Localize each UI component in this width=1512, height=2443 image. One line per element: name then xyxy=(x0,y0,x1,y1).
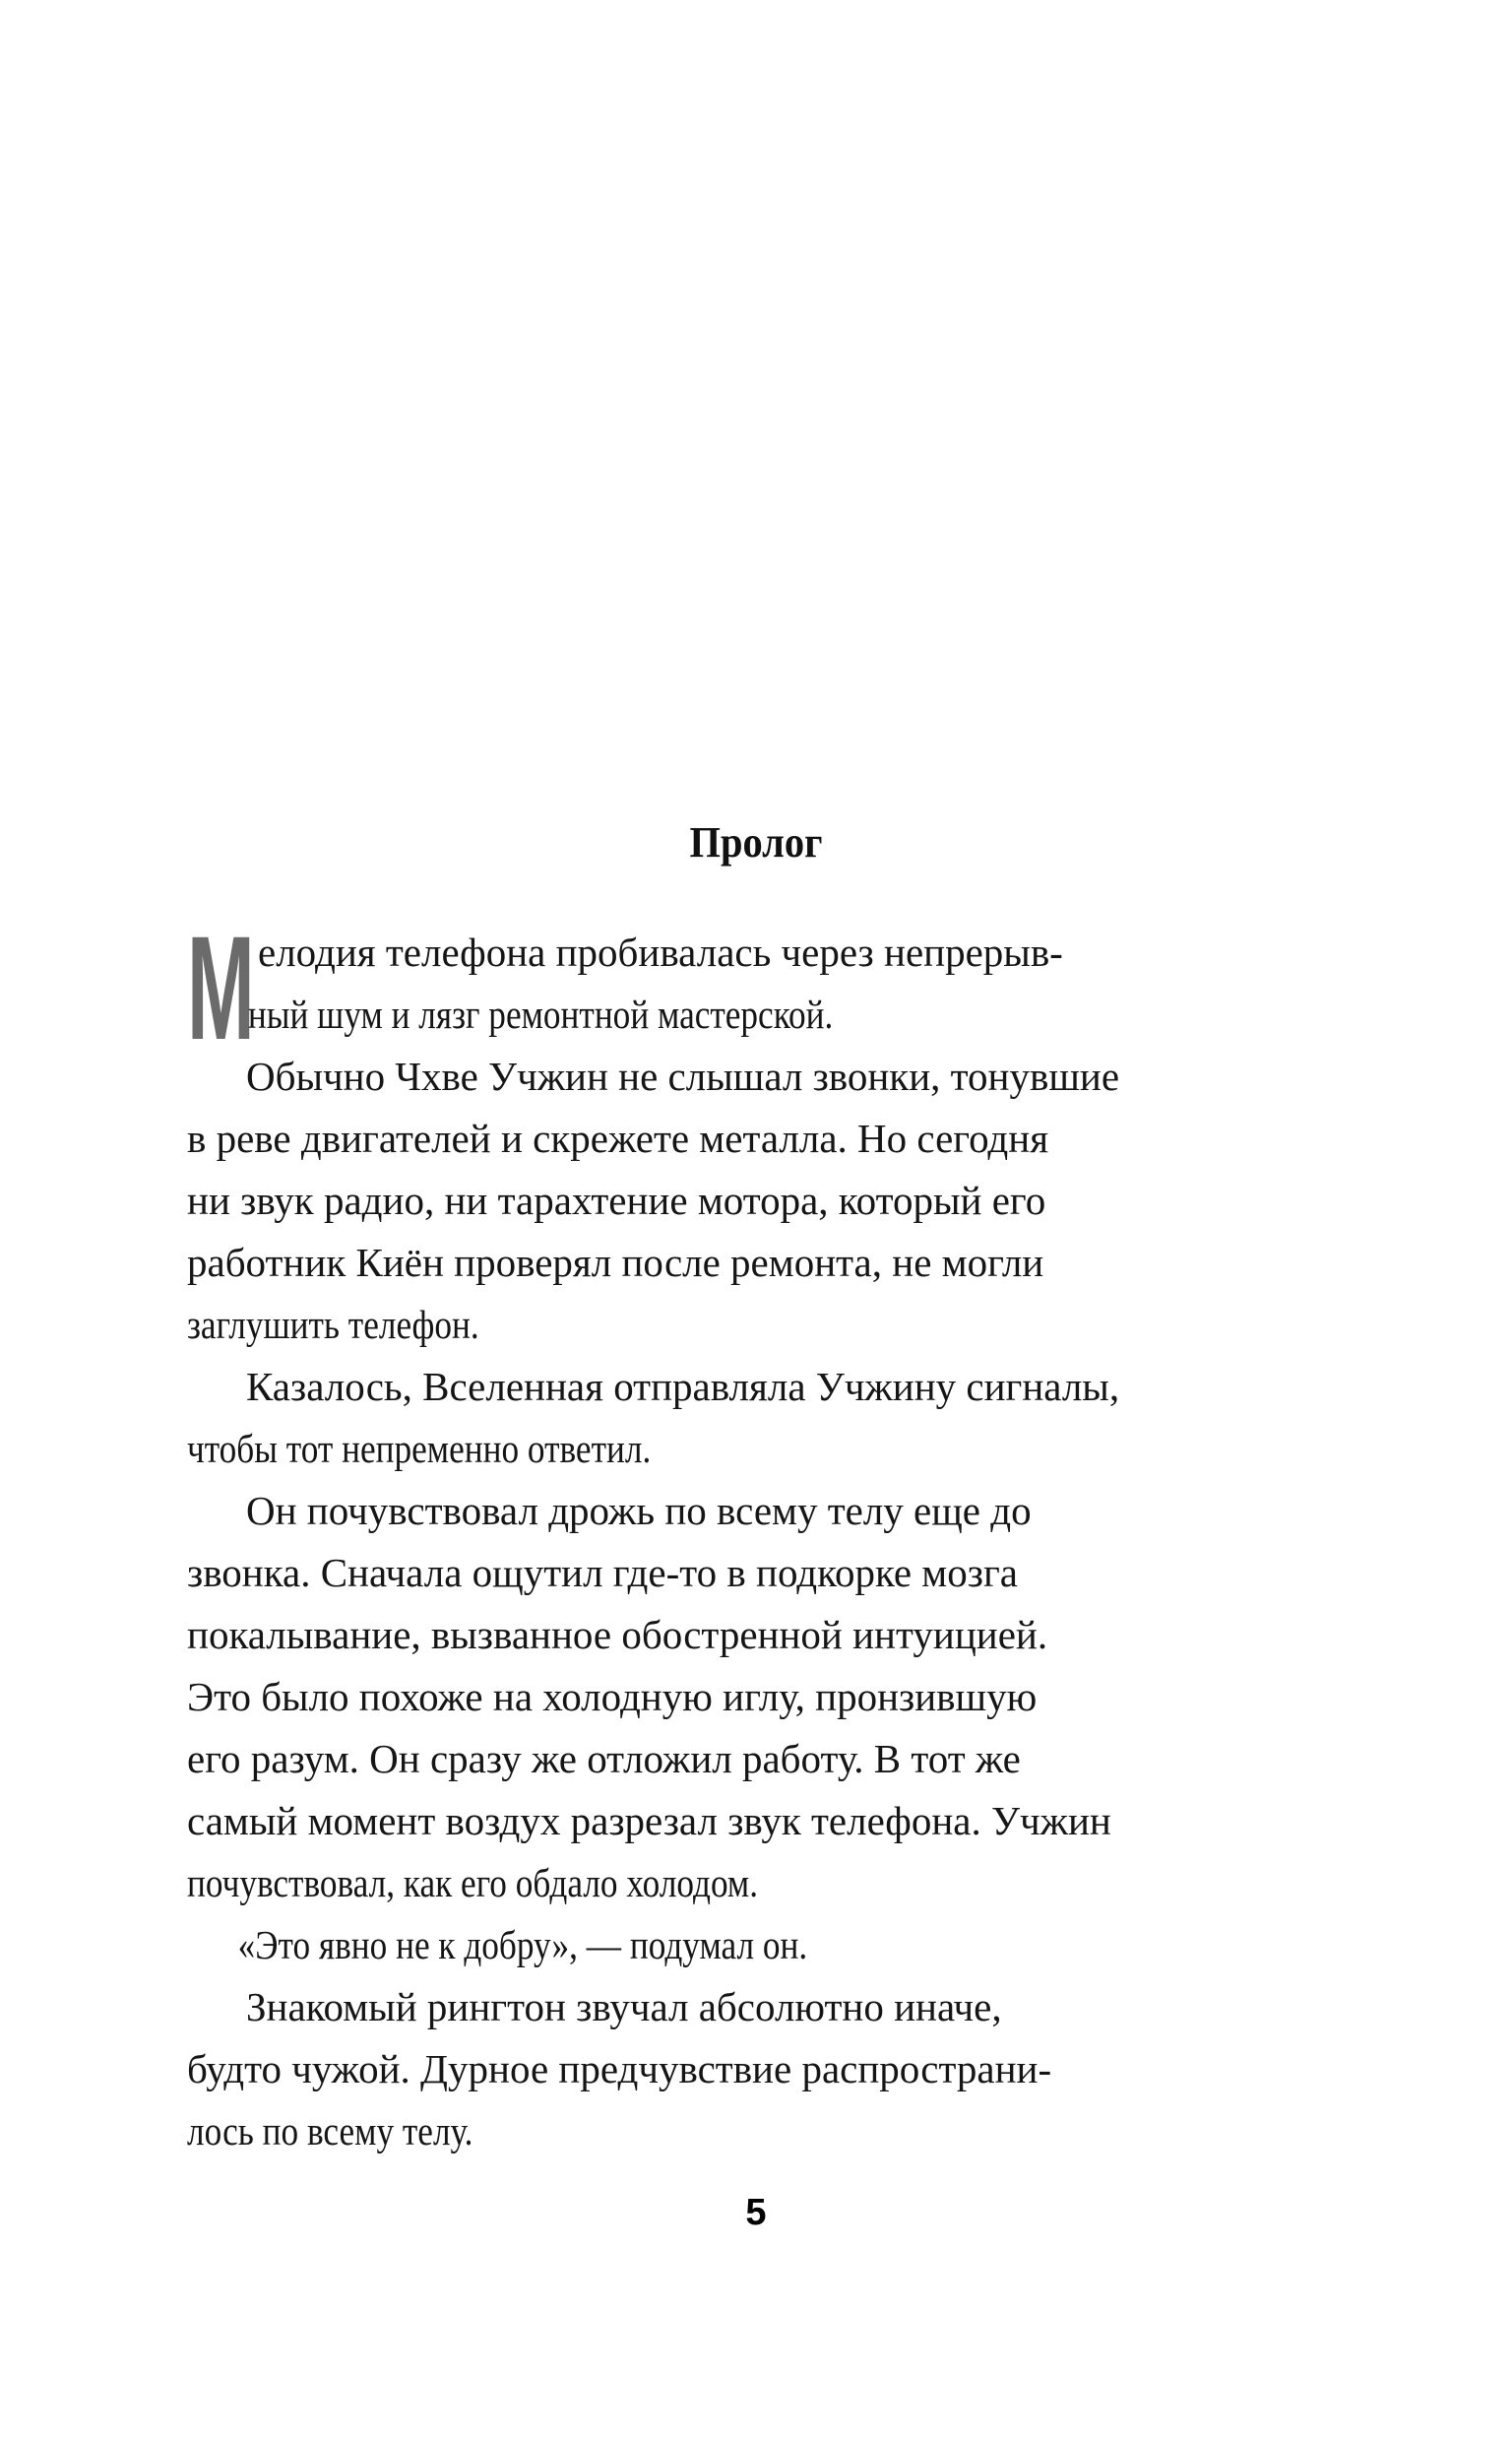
text-line: ни звук радио, ни тарахтение мотора, который его xyxy=(187,1178,1046,1223)
page-number: 5 xyxy=(745,2192,767,2233)
text-line: звонка. Сначала ощутил где-то в подкорке мозга xyxy=(187,1550,1018,1595)
chapter-title: Пролог xyxy=(689,818,823,867)
text-line: Это было похоже на холодную иглу, пронзившую xyxy=(187,1674,1038,1719)
text-line: самый момент воздух разрезал звук телефона. Учжин xyxy=(187,1798,1111,1843)
body-text xyxy=(187,905,1250,2162)
text-line: почувствовал, как его обдало холодом. xyxy=(187,1860,759,1905)
text-line: Знакомый рингтон звучал абсолютно иначе, xyxy=(246,1984,1002,2029)
text-line: покалывание, вызванное обостренной интуицией. xyxy=(187,1612,1048,1657)
text-line: чтобы тот непременно ответил. xyxy=(187,1426,652,1471)
text-line: его разум. Он сразу же отложил работу. В тот же xyxy=(187,1736,1021,1781)
text-line: в реве двигателей и скрежете металла. Но сегодня xyxy=(187,1116,1049,1161)
text-line: ный шум и лязг ремонтной мастерской. xyxy=(247,992,834,1037)
text-line: Обычно Чхве Учжин не слышал звонки, тонувшие xyxy=(246,1054,1120,1099)
text-line: Он почувствовал дрожь по всему телу еще до xyxy=(246,1488,1032,1533)
text-line: елодия телефона пробивалась через непрерыв- xyxy=(258,930,1063,975)
text-line: будто чужой. Дурное предчувствие распространи- xyxy=(187,2046,1052,2091)
text-line: лось по всему телу. xyxy=(187,2108,473,2154)
text-line: «Это явно не к добру», — подумал он. xyxy=(237,1922,808,1967)
text-line: Казалось, Вселенная отправляла Учжину сигналы, xyxy=(246,1364,1120,1409)
text-line: работник Киён проверял после ремонта, не могли xyxy=(187,1240,1044,1285)
text-line: заглушить телефон. xyxy=(187,1302,479,1347)
drop-cap-letter: М xyxy=(187,905,255,1070)
